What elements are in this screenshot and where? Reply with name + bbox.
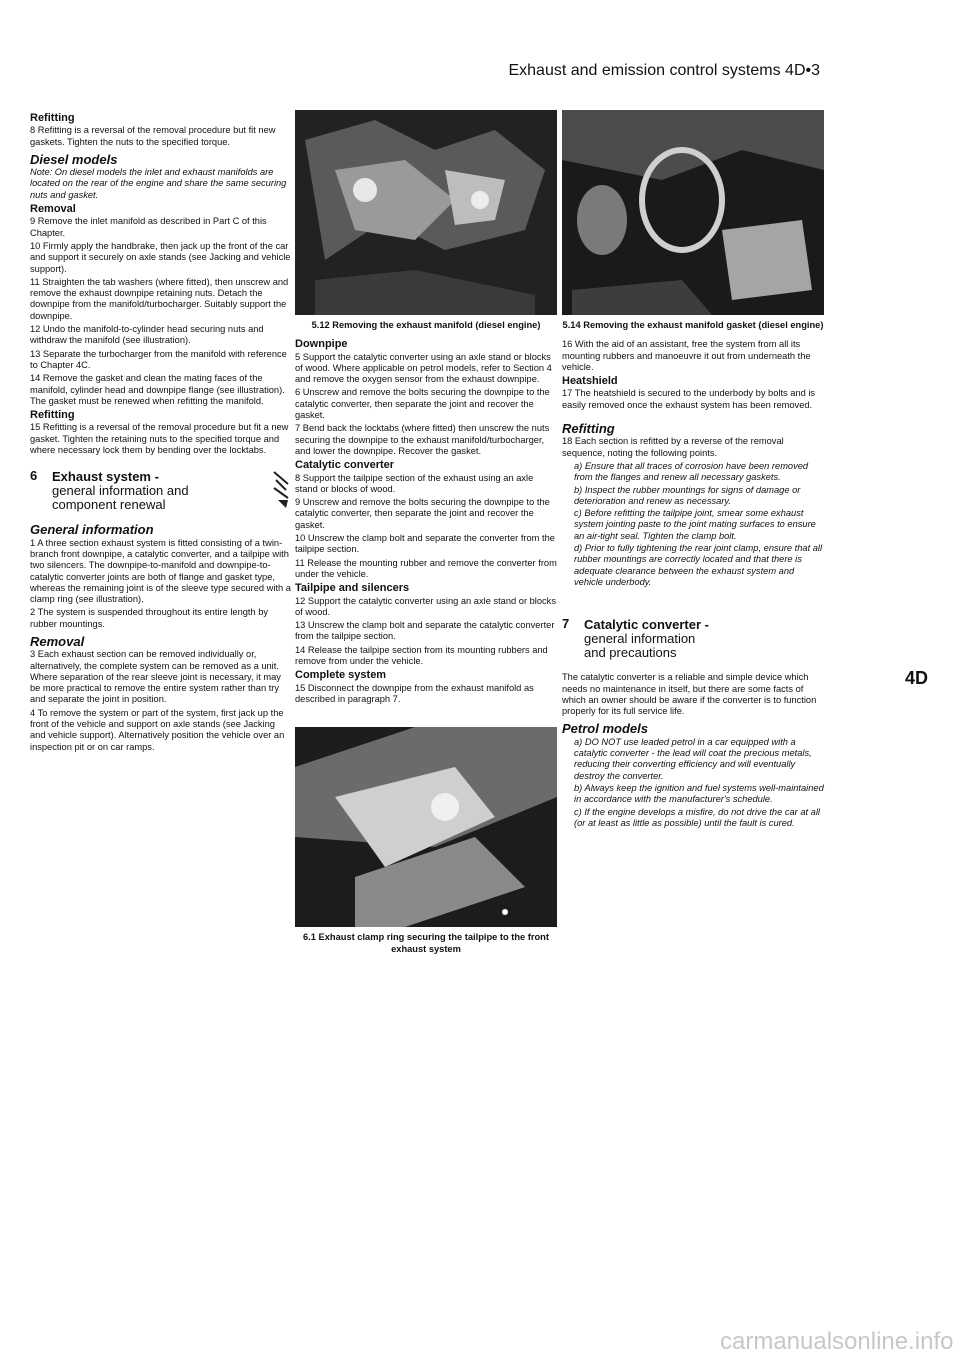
para-3: 3 Each exhaust section can be removed individually or, alternatively, the complete system can be removed as a unit. Where separation of the rear sleeve joint is necessary, it may be more practical to remove the entire system rather than try and separate the joint in position. <box>30 649 281 705</box>
list-item-b: b) Inspect the rubber mountings for signs of damage or deterioration and renew as necessary. <box>574 484 801 506</box>
heading-downpipe: Downpipe <box>295 338 348 351</box>
heading-catalytic-converter: Catalytic converter <box>295 459 395 472</box>
heading-petrol-models: Petrol models <box>562 721 648 737</box>
caption-6-1: 6.1 Exhaust clamp ring securing the tailpipe to the front exhaust system <box>303 932 549 954</box>
section-number: 7 <box>562 616 570 632</box>
section-title <box>584 618 709 660</box>
column-1 <box>30 110 292 755</box>
para-12: 12 Support the catalytic converter using an axle stand or blocks of wood. <box>295 595 556 617</box>
para-4: 4 To remove the system or part of the system, first jack up the front of the vehicle and support on axle stands (see Jacking and vehicle support). Alternatively position the vehicle over an inspection pit or on car ramps. <box>30 707 285 752</box>
para-9: 9 Remove the inlet manifold as described in Part C of this Chapter. <box>30 216 267 238</box>
list-item-d: d) Prior to fully tightening the rear joint clamp, ensure that all rubber mountings are correctly located and that there is adequate clearance between the exhaust system and vehicle underbody. <box>574 543 823 587</box>
para-14: 14 Remove the gasket and clean the mating faces of the manifold, cylinder head and downpipe flange (see illustration). The gasket must be renewed when refitting the manifold. <box>30 373 285 406</box>
para-1: 1 A three section exhaust system is fitted consisting of a twin-branch front downpipe, a catalytic converter, and a tailpipe with two silencers. The downpipe-to-manifold and downpipe-to-catalytic converter joints are both of flange and gasket type, whereas the remaining joint is of the sleeve type secured with a clamp ring (see illustration). <box>30 537 291 605</box>
photo-5-14 <box>562 110 824 315</box>
heading-complete-system: Complete system <box>295 669 387 682</box>
para-11: 11 Release the mounting rubber and remove the converter from under the vehicle. <box>295 557 557 579</box>
para-17: 17 The heatshield is secured to the underbody by bolts and is easily removed once the exhaust system has been removed. <box>562 388 816 410</box>
section-title <box>52 470 189 512</box>
section-title-line-3: component renewal <box>52 497 166 513</box>
note-diesel: Note: On diesel models the inlet and exhaust manifolds are located on the rear of the engine and share the same securing nuts and gasket. <box>30 167 287 200</box>
photo-5-12 <box>295 110 557 315</box>
section-title-line-2: general information and <box>52 483 189 499</box>
para-15: 15 Disconnect the downpipe from the exhaust manifold as described in paragraph 7. <box>295 682 534 704</box>
section-number: 6 <box>30 468 38 484</box>
heading-refitting-3: Refitting <box>562 421 615 437</box>
para-8: 8 Refitting is a reversal of the removal procedure but fit new gaskets. Tighten the nuts to the specified torque. <box>30 125 276 147</box>
para-12: 12 Undo the manifold-to-cylinder head securing nuts and withdraw the manifold (see illustration). <box>30 324 264 346</box>
para-2: 2 The system is suspended throughout its entire length by rubber mountings. <box>30 607 269 629</box>
heading-heatshield: Heatshield <box>562 375 618 388</box>
section-title-line-1: Exhaust system - <box>52 469 159 485</box>
para-13: 13 Separate the turbocharger from the manifold with reference to Chapter 4C. <box>30 348 287 370</box>
photo-6-1 <box>295 727 557 927</box>
para-5: 5 Support the catalytic converter using an axle stand or blocks of wood. Where applicable on petrol models, refer to Section 4 and remove the oxygen sensor from the exhaust downpipe. <box>295 351 552 385</box>
list-item-a: a) DO NOT use leaded petrol in a car equipped with a catalytic converter - the lead will coat the precious metals, reducing their converting efficiency and will eventually destroy the converter. <box>574 736 812 781</box>
list-item-c: c) If the engine develops a misfire, do not drive the car at all (or at least as little as possible) until the fault is cured. <box>574 806 820 828</box>
page-header <box>508 62 820 80</box>
para-9: 9 Unscrew and remove the bolts securing the downpipe to the catalytic converter, then separate the joint and recover the gasket. <box>295 497 550 530</box>
para-16: 16 With the aid of an assistant, free the system from all its mounting rubbers and manoeuvre it out from underneath the vehicle. <box>562 339 811 372</box>
para-10: 10 Firmly apply the handbrake, then jack up the front of the car and support it securely on axle stands (see Jacking and vehicle support). <box>30 240 291 274</box>
caption-5-14: 5.14 Removing the exhaust manifold gasket (diesel engine) <box>562 320 824 330</box>
heading-refitting-2: Refitting <box>30 409 75 422</box>
heading-removal: Removal <box>30 203 76 216</box>
refitting-points-list <box>574 461 824 588</box>
section-7-heading <box>562 618 824 660</box>
para-13: 13 Unscrew the clamp bolt and separate the catalytic converter from the tailpipe section. <box>295 620 555 642</box>
section-title-line-3: and precautions <box>584 645 677 661</box>
list-item-c: c) Before refitting the tailpipe joint, smear some exhaust system jointing paste to the joint mating surfaces to ensure an air-tight seal. Tighten the clamp bolt. <box>574 508 816 541</box>
list-item-b: b) Always keep the ignition and fuel systems well-maintained in accordance with the manufacturer's schedule. <box>574 782 824 805</box>
heading-refitting: Refitting <box>30 112 75 124</box>
column-2 <box>295 110 557 963</box>
para-11: 11 Straighten the tab washers (where fitted), then unscrew and remove the exhaust downpipe retaining nuts. Detach the downpipe from the manifold/turbocharger. Suitably support the downpipe. <box>30 276 289 321</box>
para-10: 10 Unscrew the clamp bolt and separate the converter from the tailpipe section. <box>295 533 555 555</box>
caption-5-12: 5.12 Removing the exhaust manifold (diesel engine) <box>311 320 541 330</box>
header-title: Exhaust and emission control systems <box>508 62 781 79</box>
difficulty-spanner-icon <box>270 470 292 510</box>
para-8: 8 Support the tailpipe section of the exhaust using an axle stand or blocks of wood. <box>295 472 534 494</box>
para-14: 14 Release the tailpipe section from its mounting rubbers and remove from under the vehicle. <box>295 644 548 667</box>
para-7: 7 Bend back the locktabs (where fitted) then unscrew the nuts securing the downpipe to the exhaust manifold/turbocharger, and lower the downpipe. Recover the gasket. <box>295 423 550 456</box>
header-page-number: 4D•3 <box>785 62 820 79</box>
heading-tailpipe-silencers: Tailpipe and silencers <box>295 582 410 595</box>
list-item-a: a) Ensure that all traces of corrosion have been removed from the flanges and renew all necessary gaskets. <box>574 460 809 483</box>
para-6: 6 Unscrew and remove the bolts securing the downpipe to the catalytic converter, then separate the joint and recover the gasket. <box>295 387 550 421</box>
section-6-heading <box>30 470 292 512</box>
column-3 <box>562 110 824 831</box>
para-18: 18 Each section is refitted by a reverse of the removal sequence, noting the following points. <box>562 436 784 458</box>
heading-general-information: General information <box>30 522 154 538</box>
para-intro: The catalytic converter is a reliable and simple device which needs no maintenance in itself, but there are some facts of which an owner should be aware if the converter is to function properly for its full service life. <box>562 672 817 717</box>
heading-removal-2: Removal <box>30 633 85 649</box>
section-title-line-2: general information <box>584 631 696 647</box>
chapter-tab: 4D <box>905 668 929 688</box>
watermark: carmanualsonline.info <box>720 1328 954 1355</box>
para-15: 15 Refitting is a reversal of the removal procedure but fit a new gasket. Tighten the retaining nuts to the specified torque and where necessary lock them by bending over the locktabs. <box>30 422 289 456</box>
heading-diesel-models: Diesel models <box>30 151 118 167</box>
section-title-line-1: Catalytic converter - <box>584 617 709 633</box>
petrol-precautions-list <box>574 737 824 829</box>
